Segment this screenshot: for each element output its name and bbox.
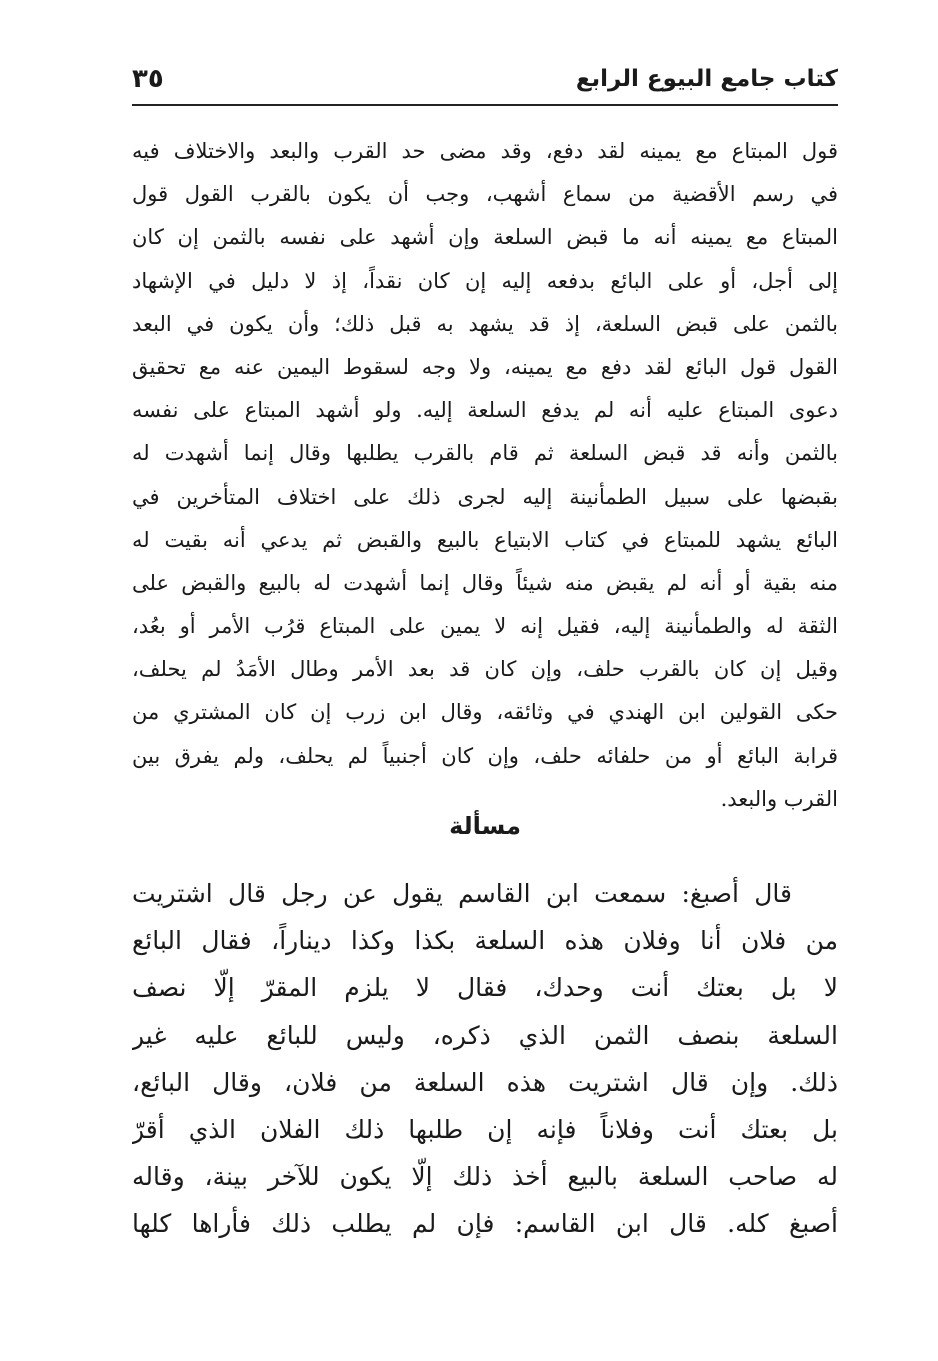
paragraph-2 bbox=[132, 870, 838, 1248]
text-line: إلى أجل، أو على البائع بدفعه إليه إن كان نقداً، إذ لا دليل في الإشهاد bbox=[132, 268, 838, 293]
text-line: دعوى المبتاع عليه أنه لم يدفع السلعة إليه. ولو أشهد المبتاع على نفسه bbox=[132, 398, 838, 423]
text-line: من فلان أنا وفلان هذه السلعة بكذا وكذا ديناراً، فقال البائع bbox=[132, 926, 838, 956]
running-head bbox=[132, 62, 838, 102]
text-line: في رسم الأقضية من سماع أشهب، وجب أن يكون بالقرب القول قول bbox=[132, 182, 838, 207]
text-line: حكى القولين ابن الهندي في وثائقه، وقال ابن زرب إن كان المشتري من bbox=[132, 700, 838, 725]
text-line: ذلك. وإن قال اشتريت هذه السلعة من فلان، وقال البائع، bbox=[132, 1067, 838, 1097]
text-line: القرب والبعد. bbox=[720, 786, 838, 811]
text-line: منه بقية أو أنه لم يقبض منه شيئاً وقال إنما أشهدت له بالبيع والقبض على bbox=[132, 570, 838, 595]
section-heading: مسألة bbox=[449, 812, 521, 840]
running-title: كتاب جامع البيوع الرابع bbox=[575, 66, 838, 92]
text-line: السلعة بنصف الثمن الذي ذكره، وليس للبائع عليه غير bbox=[132, 1020, 838, 1050]
text-line: قال أصبغ: سمعت ابن القاسم يقول عن رجل قال اشتريت bbox=[132, 879, 792, 908]
text-line: قول المبتاع مع يمينه لقد دفع، وقد مضى حد القرب والبعد والاختلاف فيه bbox=[132, 139, 838, 163]
text-line: البائع يشهد للمبتاع في كتاب الابتياع بالبيع والقبض ثم يدعي أنه بقيت له bbox=[132, 527, 838, 552]
text-line: له صاحب السلعة بالبيع أخذ ذلك إلّا يكون للآخر بينة، وقاله bbox=[132, 1162, 838, 1192]
header-rule bbox=[132, 104, 838, 106]
text-line: قرابة البائع أو من حلفائه حلف، وإن كان أجنبياً لم يحلف، ولم يفرق بين bbox=[132, 743, 838, 768]
text-line: بالثمن وأنه قد قبض السلعة ثم قام بالقرب يطلبها وقال إنما أشهدت له bbox=[132, 441, 838, 466]
paragraph-1 bbox=[132, 130, 838, 821]
page-number: ٣٥ bbox=[132, 64, 164, 94]
text-line: بل بعتك أنت وفلاناً فإنه إن طلبها ذلك الفلان الذي أقرّ bbox=[132, 1114, 838, 1144]
text-line: أصبغ كله. قال ابن القاسم: فإن لم يطلب ذلك فأراها كلها bbox=[132, 1209, 838, 1239]
text-line: لا بل بعتك أنت وحدك، فقال لا يلزم المقرّ إلّا نصف bbox=[132, 973, 838, 1003]
text-line: بالثمن على قبض السلعة، إذ قد يشهد به قبل ذلك؛ وأن يكون في البعد bbox=[132, 311, 838, 336]
text-line: المبتاع مع يمينه أنه ما قبض السلعة وإن أشهد على نفسه بالثمن إن كان bbox=[132, 225, 838, 250]
text-line: القول قول البائع لقد دفع مع يمينه، ولا وجه لسقوط اليمين عنه مع تحقيق bbox=[132, 354, 838, 379]
text-line: وقيل إن كان بالقرب حلف، وإن كان قد بعد الأمر وطال الأمَدُ لم يحلف، bbox=[132, 657, 838, 682]
text-line: بقبضها على سبيل الطمأنينة إليه لجرى ذلك على اختلاف المتأخرين في bbox=[132, 484, 838, 509]
text-line: الثقة له والطمأنينة إليه، فقيل إنه لا يمين على المبتاع قرُب الأمر أو بعُد، bbox=[132, 614, 838, 639]
